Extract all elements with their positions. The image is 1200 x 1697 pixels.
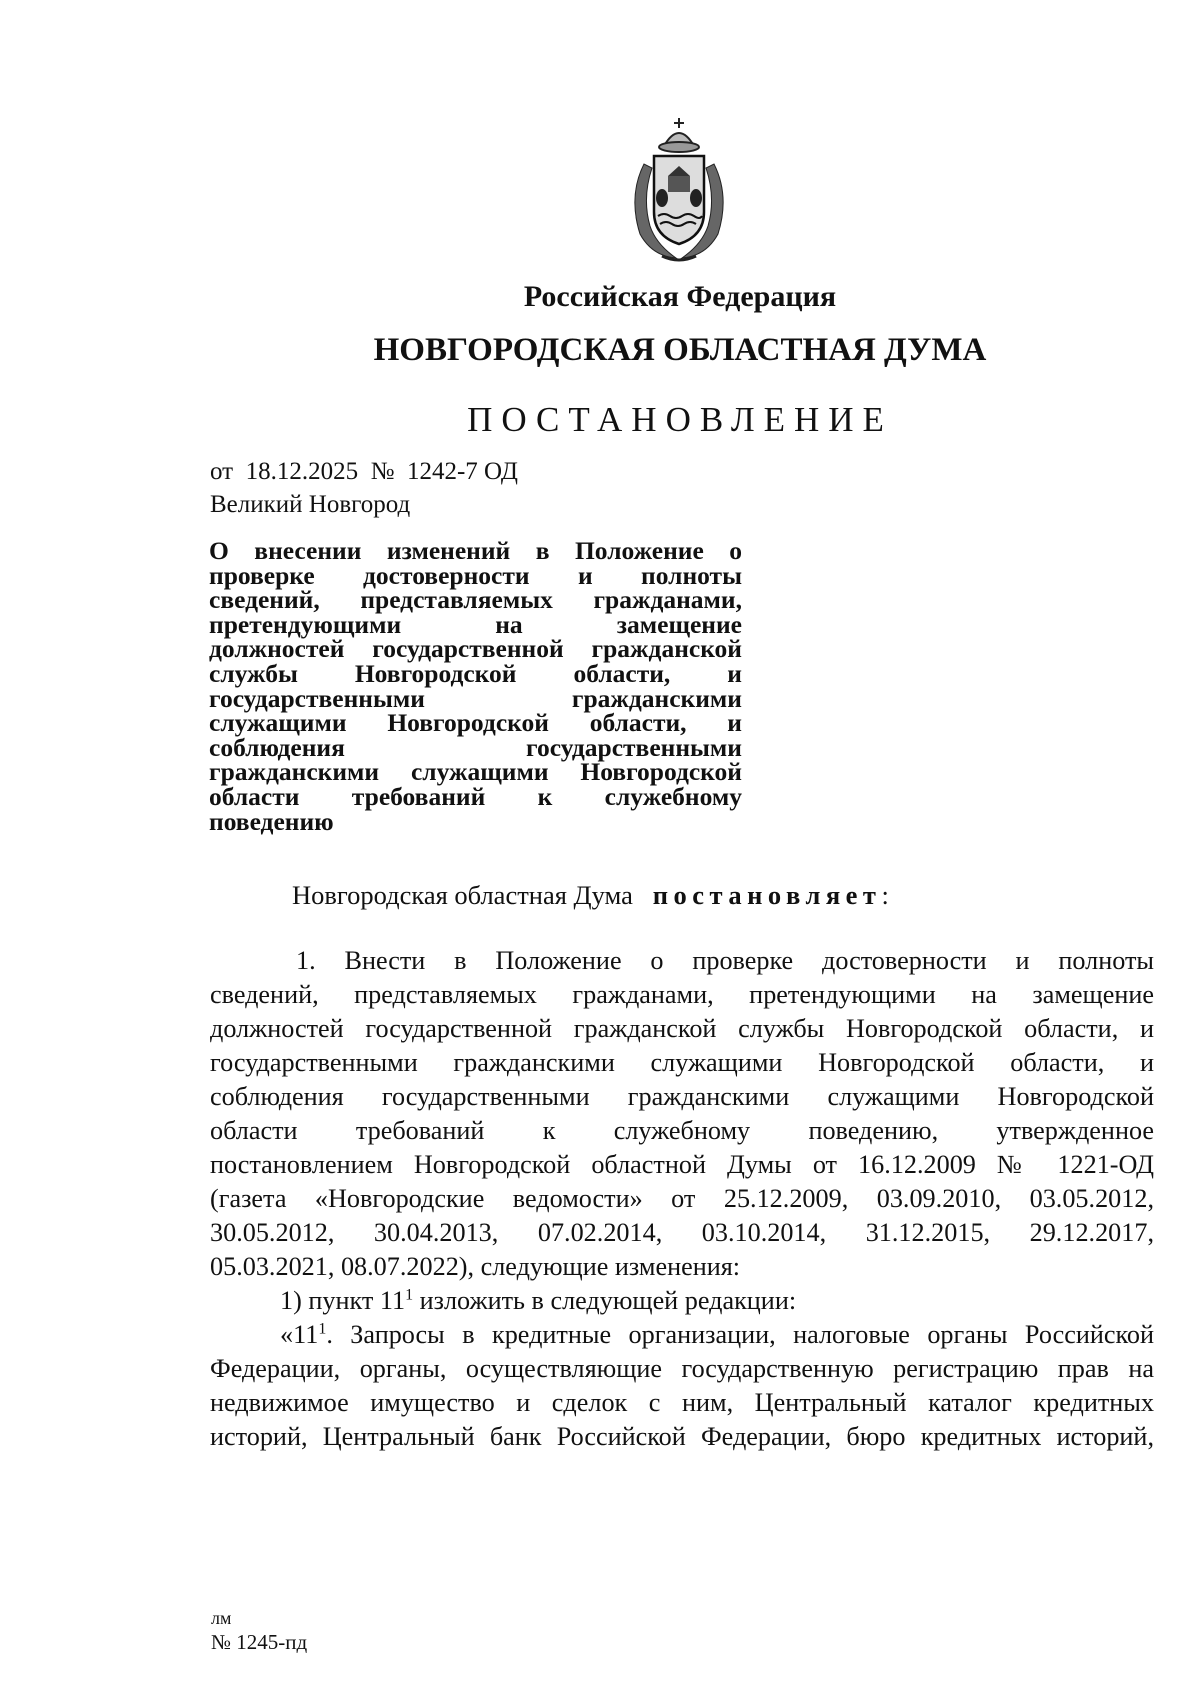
subject-line: поведению xyxy=(209,806,334,836)
organization-title: НОВГОРОДСКАЯ ОБЛАСТНАЯ ДУМА xyxy=(373,332,987,368)
body-line: государственными гражданскими служащими Новгородской области, и xyxy=(210,1048,1154,1077)
resolution-clause xyxy=(292,880,889,911)
body-line: (газета «Новгородские ведомости» от 25.12.2009, 03.09.2010, 03.05.2012, xyxy=(210,1184,1154,1213)
subject-line: гражданскими служащими Новгородской xyxy=(209,757,742,787)
body-line: 1. Внести в Положение о проверке достоверности и полноты xyxy=(296,946,1154,975)
subject-line: служащими Новгородской области, и xyxy=(209,708,742,738)
subject-line: проверке достоверности и полноты xyxy=(209,560,742,590)
body-line: 30.05.2012, 30.04.2013, 07.02.2014, 03.10.2014, 31.12.2015, 29.12.2017, xyxy=(210,1218,1154,1247)
document-date-number: от 18.12.2025 № 1242-7 ОД xyxy=(210,458,518,485)
subject-line: области требований к служебному xyxy=(209,781,742,811)
quoted-clause-first-line xyxy=(210,1318,1154,1352)
resolution-colon: : xyxy=(881,880,889,910)
body-line: области требований к служебному поведению, утвержденное xyxy=(210,1116,1154,1145)
footer-number: № 1245-пд xyxy=(211,1630,308,1654)
item1-suffix: изложить в следующей редакции: xyxy=(413,1286,797,1315)
coat-of-arms-icon xyxy=(622,116,736,264)
country-title: Российская Федерация xyxy=(523,280,837,313)
body-line: должностей государственной гражданской службы Новгородской области, и xyxy=(210,1014,1154,1043)
quote-suffix: . Запросы в кредитные организации, налоговые органы Российской xyxy=(326,1320,1154,1349)
body-line: соблюдения государственными гражданскими служащими Новгородской xyxy=(210,1082,1154,1111)
document-city: Великий Новгород xyxy=(210,491,411,518)
quote-prefix: «11 xyxy=(280,1320,319,1349)
footer-initials: лм xyxy=(211,1608,232,1628)
body-line: 05.03.2021, 08.07.2022), следующие изменения: xyxy=(210,1252,741,1281)
subject-line: претендующими на замещение xyxy=(209,609,742,639)
subject-line: должностей государственной гражданской xyxy=(209,634,742,664)
document-subject xyxy=(209,536,742,836)
body-line: недвижимое имущество и сделок с ним, Центральный каталог кредитных xyxy=(210,1388,1154,1417)
item1-superscript: 1 xyxy=(405,1286,414,1304)
amendment-item-1 xyxy=(210,1284,1154,1318)
document-type-title: ПОСТАНОВЛЕНИЕ xyxy=(467,400,893,439)
quote-superscript: 1 xyxy=(318,1320,327,1338)
body-line: постановлением Новгородской областной Думы от 16.12.2009 № 1221-ОД xyxy=(210,1150,1154,1179)
item1-prefix: 1) пункт 11 xyxy=(280,1286,406,1315)
document-body xyxy=(210,944,1154,1454)
subject-line: соблюдения государственными xyxy=(209,732,742,762)
resolution-lead: Новгородская областная Дума xyxy=(292,880,633,910)
body-line: Федерации, органы, осуществляющие государственную регистрацию прав на xyxy=(210,1354,1154,1383)
body-line: историй, Центральный банк Российской Федерации, бюро кредитных историй, xyxy=(210,1422,1154,1451)
document-footer xyxy=(211,1606,307,1654)
subject-line: сведений, представляемых гражданами, xyxy=(209,585,742,615)
resolution-verb: постановляет xyxy=(652,880,882,910)
subject-line: службы Новгородской области, и xyxy=(209,658,742,688)
subject-line: О внесении изменений в Положение о xyxy=(209,536,742,565)
body-line: сведений, представляемых гражданами, претендующими на замещение xyxy=(210,980,1154,1009)
subject-line: государственными гражданскими xyxy=(209,683,742,713)
